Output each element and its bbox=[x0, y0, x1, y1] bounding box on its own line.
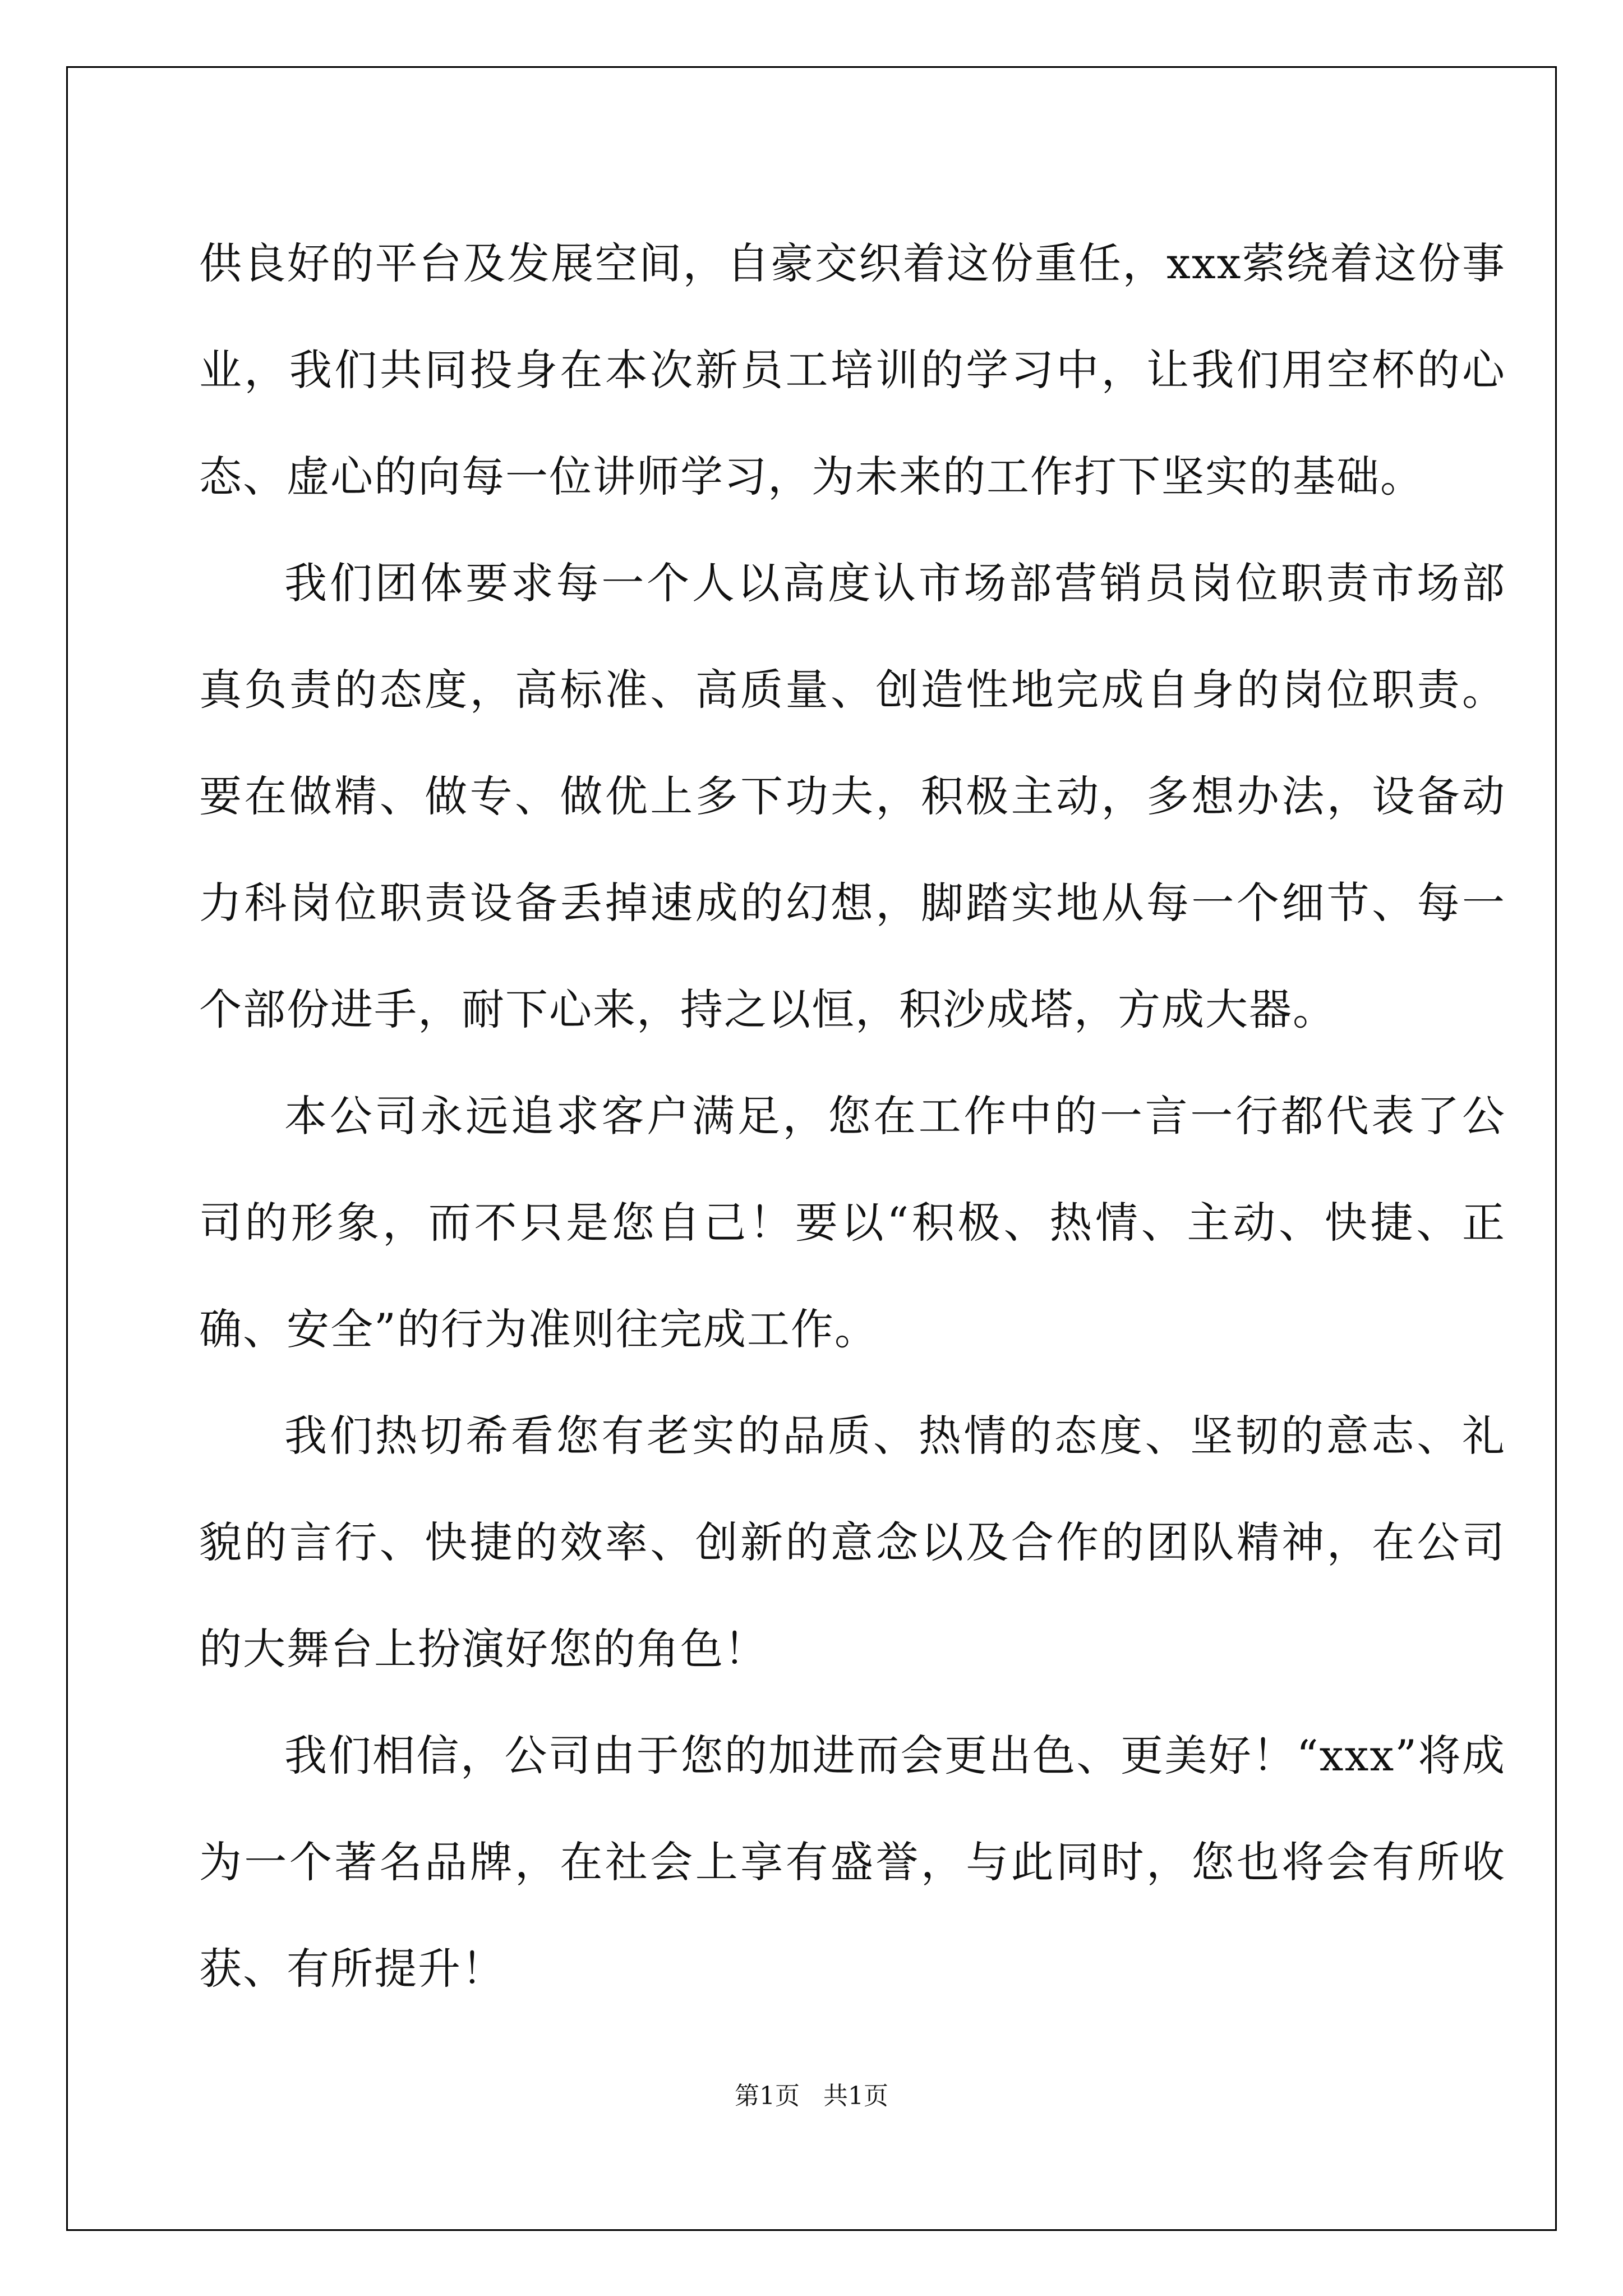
paragraph-4: 我们热切希看您有老实的品质、热情的态度、坚韧的意志、礼貌的言行、快捷的效率、创新的意念以及合作的团队精神，在公司的大舞台上扮演好您的角色！ bbox=[199, 1411, 1506, 1674]
page-total: 共1页 bbox=[823, 2082, 888, 2110]
document-body bbox=[199, 210, 1506, 2022]
paragraph-3: 本公司永远追求客户满足，您在工作中的一言一行都代表了公司的形象，而不只是您自己！要以“积极、热情、主动、快捷、正确、安全”的行为准则往完成工作。 bbox=[199, 1091, 1506, 1354]
paragraph-2: 我们团体要求每一个人以高度认市场部营销员岗位职责市场部真负责的态度，高标准、高质量、创造性地完成自身的岗位职责。要在做精、做专、做优上多下功夫，积极主动，多想办法，设备动力科岗位职责设备丢掉速成的幻想，脚踏实地从每一个细节、每一个部份进手，耐下心来，持之以恒，积沙成塔，方成大器。 bbox=[199, 558, 1506, 1034]
paragraph-5: 我们相信，公司由于您的加进而会更出色、更美好！“xxx”将成为一个著名品牌，在社会上享有盛誉，与此同时，您也将会有所收获、有所提升！ bbox=[199, 1731, 1506, 1994]
page-footer bbox=[0, 2076, 1623, 2111]
page-number: 第1页 bbox=[735, 2082, 800, 2110]
paragraph-1: 供良好的平台及发展空间，自豪交织着这份重任，xxx萦绕着这份事业，我们共同投身在本次新员工培训的学习中，让我们用空杯的心态、虚心的向每一位讲师学习，为未来的工作打下坚实的基础。 bbox=[199, 238, 1506, 501]
